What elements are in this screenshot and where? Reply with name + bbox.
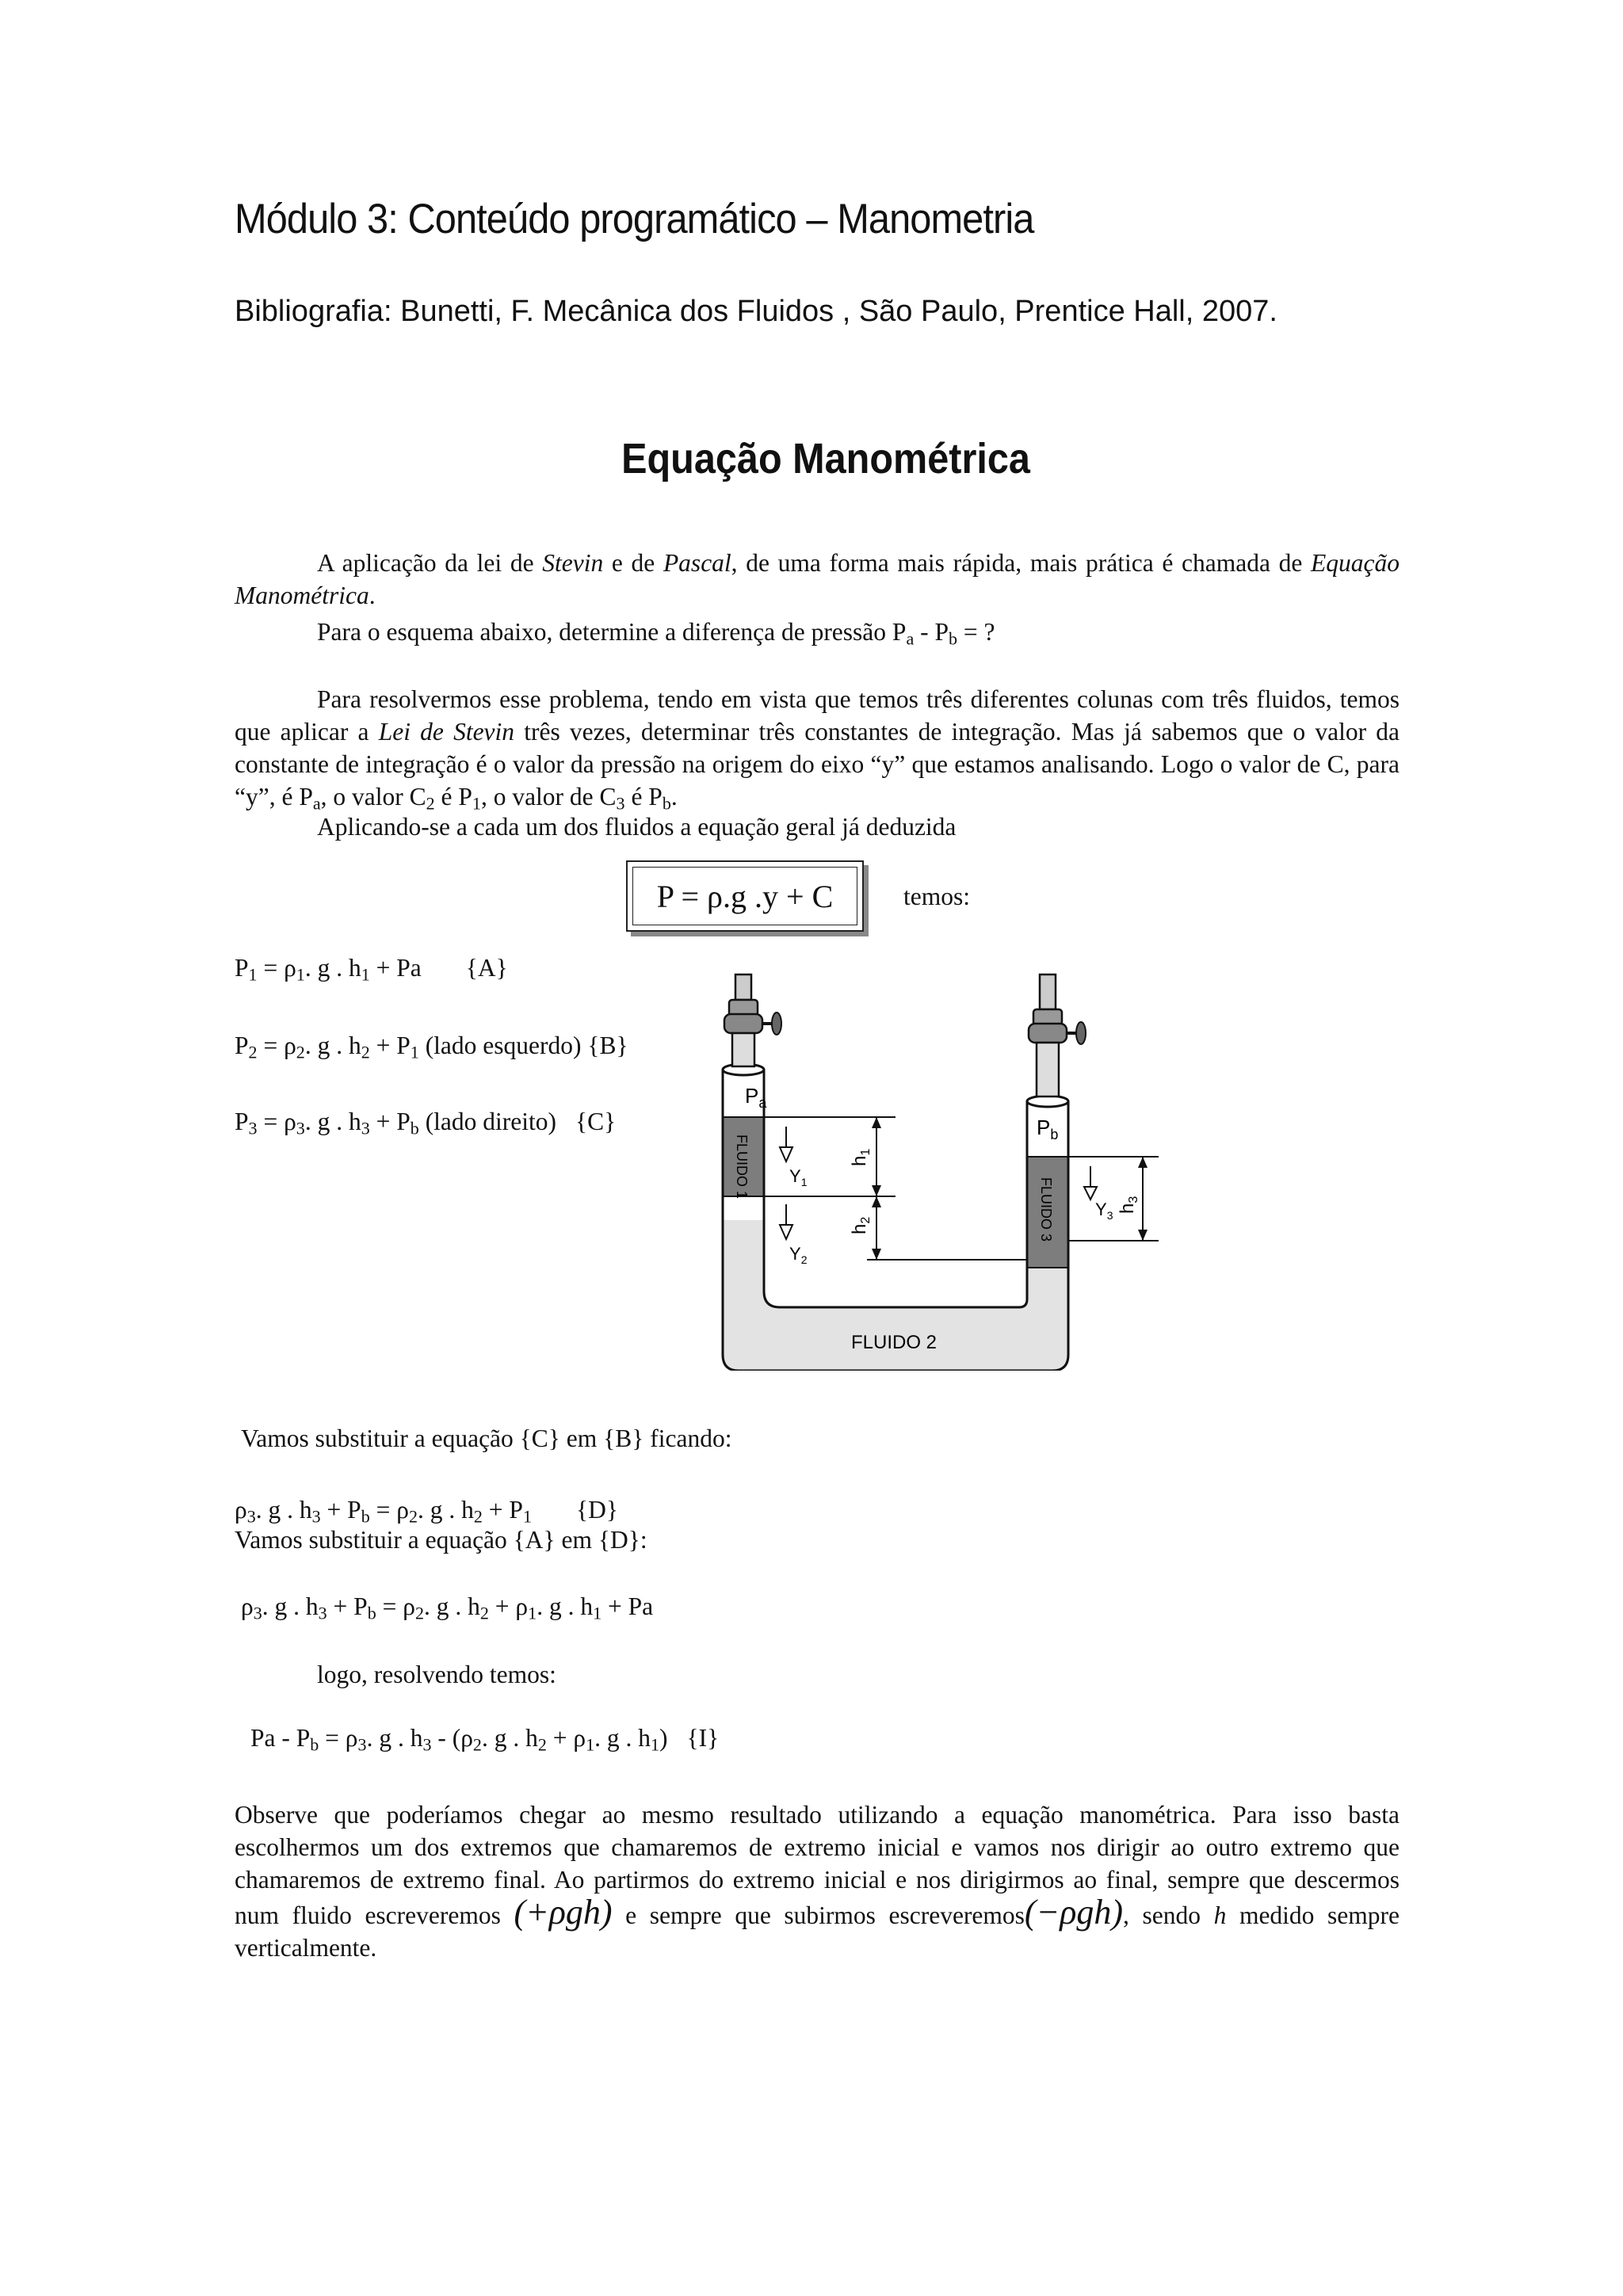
y1-label: $Y_1$ [789,1166,808,1188]
solve-paragraph: Para resolvermos esse problema, tendo em vista que temos três diferentes colunas com três fluidos, temos que aplicar a Lei de Stevin três vezes, determinar três constantes de integração. Mas já sabemos que o valor da constante de integração é o valor da pressão na origem do eixo “y” que estamos analisando. Logo o valor de C, para “y”, é $P_a$, o valor $C_2$ é $P_1$, o valor de $C_3$ é $P_b$. [235,685,1400,814]
equation-d: $\rho_3$. g . $h_3 + P_b = \rho_2$. g . $h_2 + P_1$ {D} [235,1496,618,1527]
general-formula: P = ρ.g .y + C [656,878,834,914]
u-tube-inner-wall [764,1070,1027,1307]
right-valve-icon [1029,974,1086,1097]
y2-label: $Y_2$ [789,1244,808,1266]
bibliography: Bibliografia: Bunetti, F. Mecânica dos Fluidos , São Paulo, Prentice Hall, 2007. [235,295,1277,328]
formula-box [626,860,864,932]
left-valve-icon [724,974,781,1066]
h2-label: $h_2$ [849,1216,873,1234]
fluid-2-label: FLUIDO 2 [851,1332,938,1353]
equation-i: $Pa - P_b = \rho_3$. g . $h_3 - (\rho_2$. g . $h_2 + \rho_1$. g . $h_1$) {I} [250,1724,720,1755]
fluid-3-label: FLUIDO 3 [1038,1177,1054,1242]
h1-label: $h_1$ [849,1148,873,1166]
substitute-c-in-b: Vamos substituir a equação {C} em {B} ficando: [241,1425,732,1452]
pa-label: $P_a$ [745,1084,767,1111]
observe-paragraph: Observe que poderíamos chegar ao mesmo resultado utilizando a equação manométrica. Para isso basta escolhermos um dos extremos que chamaremos de extremo inicial e vamos nos dirigir ao outro extremo que chamaremos de extremo final. Ao partirmos do extremo inicial e nos dirigirmos ao final, sempre que descermos num fluido escreveremos (+ρgh) e sempre que subirmos escreveremos(−ρgh), sendo h medido sempre verticalmente. [235,1801,1400,1962]
intro-paragraph: A aplicação da lei de Stevin e de Pascal, de uma forma mais rápida, mais prática é chamada de Equação Manométrica. [235,549,1400,609]
fluid-1-label: FLUIDO 1 [734,1135,750,1199]
apply-line: Aplicando-se a cada um dos fluidos a equação geral já deduzida [317,813,957,841]
h3-label: $h_3$ [1117,1196,1140,1214]
equation-d-expanded: $\rho_3$. g . $h_3 + P_b = \rho_2$. g . $h_2 + \rho_1$. g . $h_1 + Pa$ [241,1592,654,1623]
question-line: Para o esquema abaixo, determine a diferença de pressão $P_a - P_b$ = ? [317,618,995,649]
logo-line: logo, resolvendo temos: [317,1661,556,1688]
y3-label: $Y_3$ [1095,1199,1113,1222]
pb-label: $P_b$ [1037,1116,1059,1142]
equation-a: $P_1 = \rho_1$. g . $h_1 + Pa$ {A} [235,954,508,985]
module-title: Módulo 3: Conteúdo programático – Manometria [235,196,1034,242]
section-title: Equação Manométrica [621,435,1030,482]
equation-c: $P_3 = \rho_3$. g . $h_3 + P_b$ (lado direito) {C} [235,1108,617,1138]
temos-label: temos: [903,883,970,910]
manometer-diagram [697,959,1173,1371]
equation-b: $P_2 = \rho_2$. g . $h_2 + P_1$ (lado esquerdo) {B} [235,1032,628,1062]
substitute-a-in-d: Vamos substituir a equação {A} em {D}: [235,1526,647,1554]
